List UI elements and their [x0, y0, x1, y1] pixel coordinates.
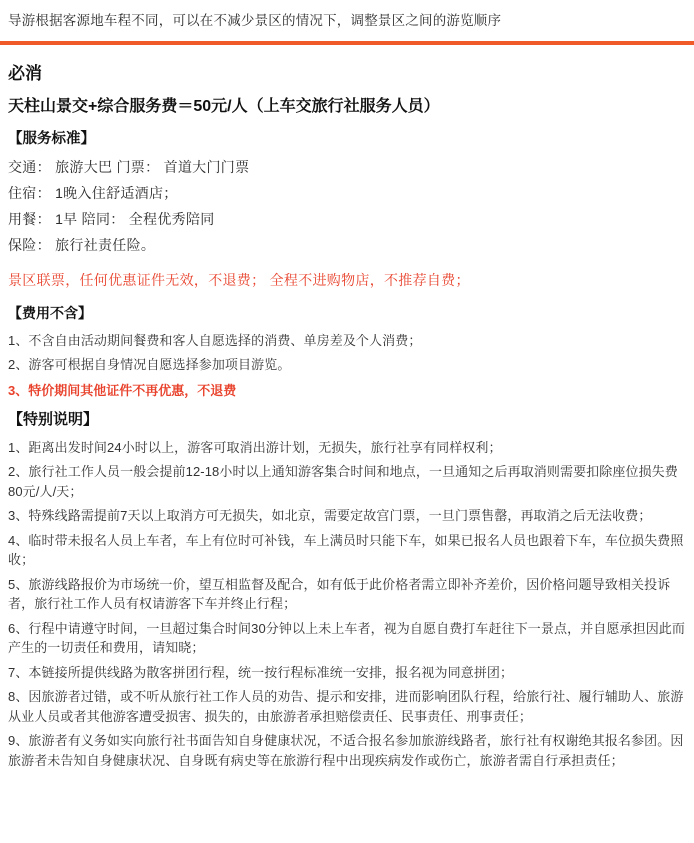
- term-item: 4、临时带未报名人员上车者，车上有位时可补钱，车上满员时只能下车，如果已报名人员也跟着下车，车位损失费照收；: [8, 532, 684, 567]
- term-item: 5、旅游线路报价为市场统一价，望互相监督及配合，如有低于此价格者需立即补齐差价，因价格问题导致相关投诉者，旅行社工作人员有权请游客下车并终止行程；: [8, 576, 671, 611]
- service-standard-item: 交通： 旅游大巴 门票： 首道大门门票: [8, 158, 250, 175]
- exclusion-item: 2、游客可根据自身情况自愿选择参加项目游览。: [8, 357, 291, 372]
- terms-list: [8, 438, 686, 771]
- section-title: 必消: [8, 64, 42, 84]
- service-standard-item: 用餐： 1早 陪同： 全程优秀陪同: [8, 210, 215, 227]
- term-item: 3、特殊线路需提前7天以上取消方可无损失，如北京，需要定故宫门票，一旦门票售罄，再取消之后无法收费；: [8, 508, 652, 523]
- service-standard-item: 住宿： 1晚入住舒适酒店；: [8, 184, 178, 201]
- exclusion-item: 1、不含自由活动期间餐费和客人自愿选择的消费、单房差及个人消费；: [8, 332, 422, 348]
- term-item: 9、旅游者有义务如实向旅行社书面告知自身健康状况，不适合报名参加旅游线路者，旅行社有权谢绝其报名参团。因旅游者未告知自身健康状况、自身既有病史等在旅游行程中出现疾病发作或伤亡，旅游者需自行承担责任；: [8, 733, 684, 768]
- term-item: 8、因旅游者过错，或不听从旅行社工作人员的劝告、提示和安排，进而影响团队行程，给旅行社、履行辅助人、旅游从业人员或者其他游客遭受损害、损失的，由旅游者承担赔偿责任、民事责任、刑事责任；: [8, 689, 684, 724]
- content-area: [0, 45, 694, 770]
- exclusion-item-highlight: 3、特价期间其他证件不再优惠，不退费: [8, 382, 237, 398]
- top-note: 导游根据客源地车程不同，可以在不减少景区的情况下，调整景区之间的游览顺序: [8, 13, 502, 28]
- term-item: 7、本链接所提供线路为散客拼团行程，统一按行程标准统一安排，报名视为同意拼团；: [8, 664, 514, 680]
- ticket-warning: 景区联票，任何优惠证件无效，不退费； 全程不进购物店，不推荐自费；: [8, 271, 470, 288]
- exclusions-list: [8, 331, 686, 401]
- term-item: 1、距离出发时间24小时以上，游客可取消出游计划，无损失，旅行社享有同样权利；: [8, 439, 502, 455]
- service-standard-list: [8, 157, 686, 256]
- exclusions-heading: 【费用不含】: [8, 304, 92, 321]
- term-item: 2、旅行社工作人员一般会提前12-18小时以上通知游客集合时间和地点，一旦通知之后再取消则需要扣除座位损失费80元/人/天；: [8, 464, 678, 499]
- price-line: 天柱山景交+综合服务费＝50元/人（上车交旅行社服务人员）: [8, 97, 440, 115]
- special-notes-heading: 【特别说明】: [8, 411, 99, 428]
- service-standard-item: 保险： 旅行社责任险。: [8, 236, 156, 253]
- service-standard-heading: 【服务标准】: [8, 130, 95, 147]
- term-item: 6、行程中请遵守时间，一旦超过集合时间30分钟以上未上车者，视为自愿自费打车赶往下一景点，并自愿承担因此而产生的一切责任和费用，请知晓；: [8, 620, 685, 655]
